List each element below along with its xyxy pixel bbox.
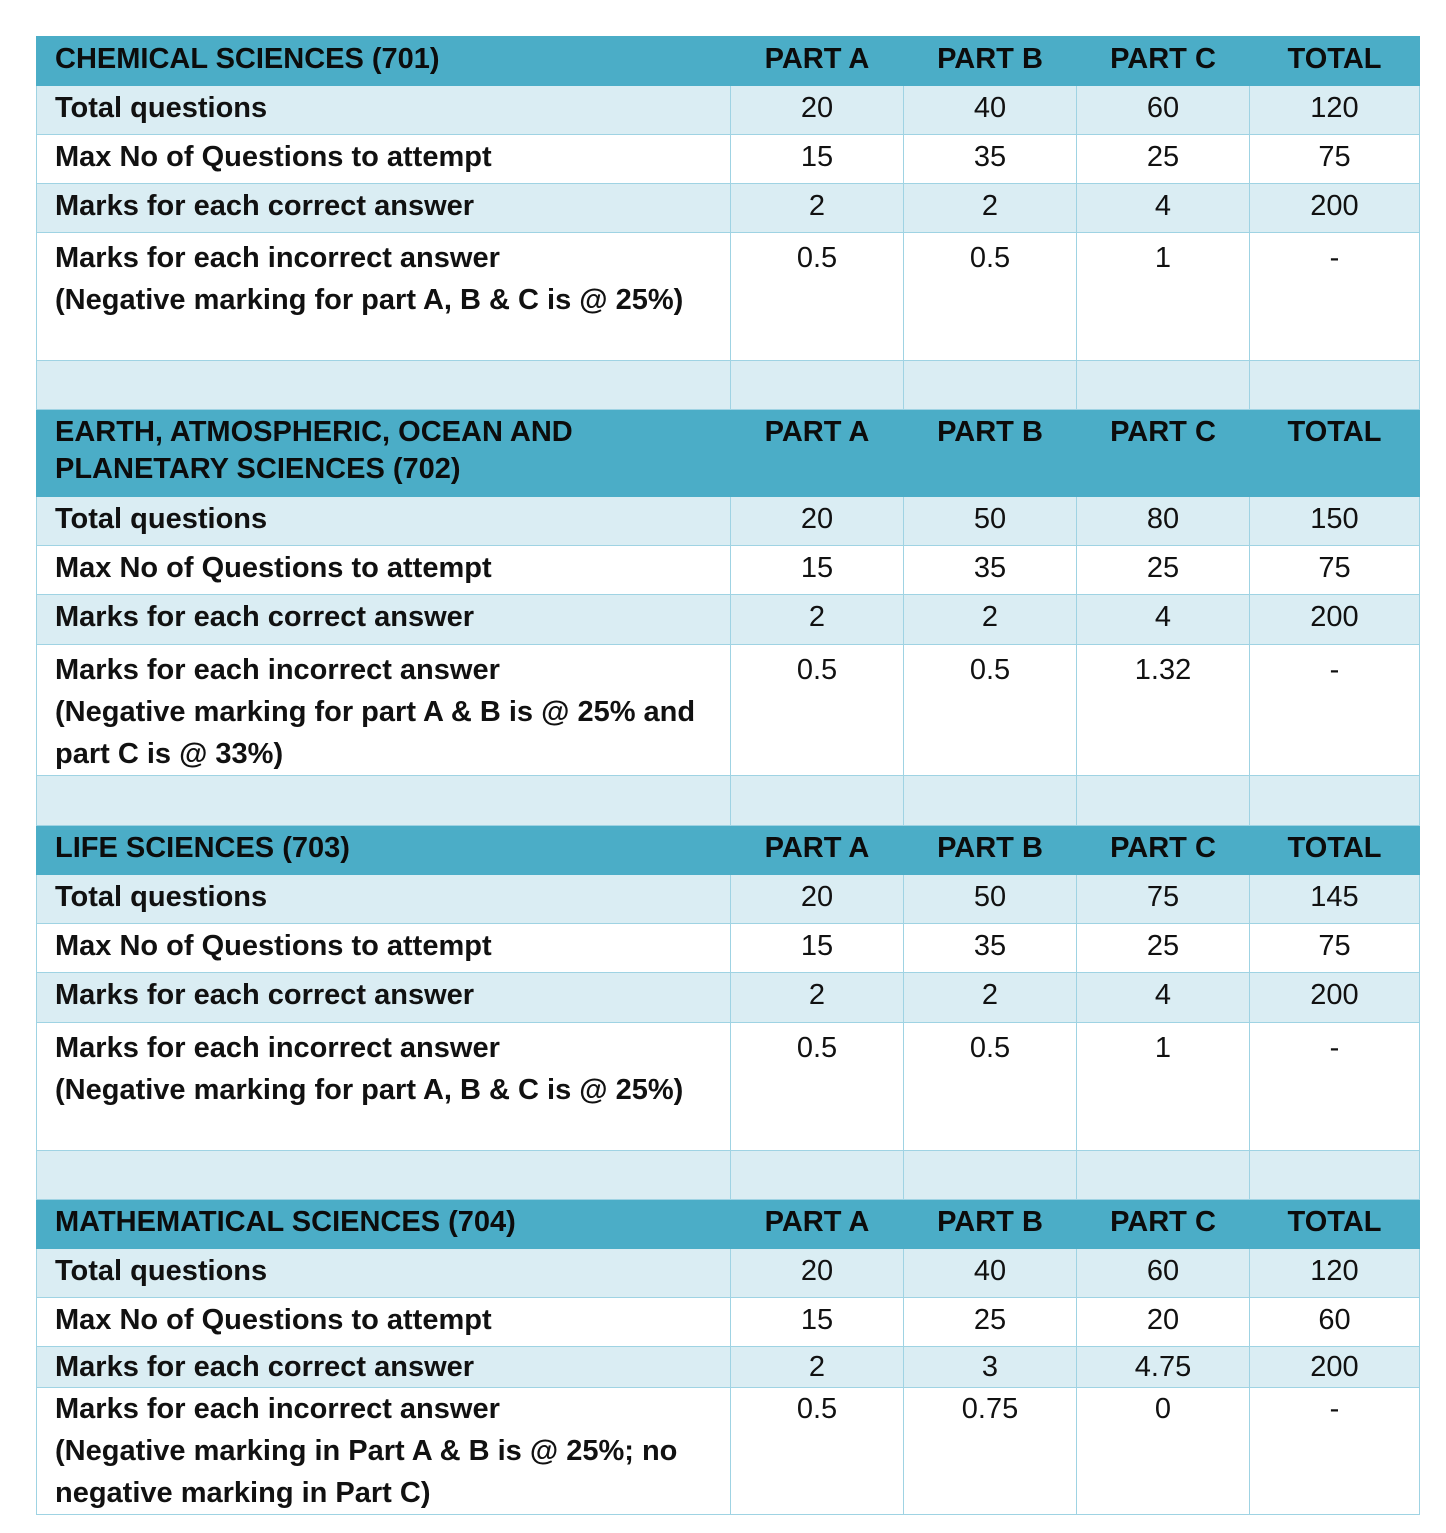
cell-part-c: 0 bbox=[1077, 1388, 1250, 1515]
header-part-b: PART B bbox=[904, 1200, 1077, 1249]
cell-part-c: 25 bbox=[1077, 924, 1250, 973]
cell-part-a: 20 bbox=[731, 1249, 904, 1298]
section-header bbox=[37, 1200, 1420, 1249]
row-label: Marks for each correct answer bbox=[37, 1347, 731, 1388]
cell-part-b: 0.75 bbox=[904, 1388, 1077, 1515]
header-total: TOTAL bbox=[1250, 410, 1420, 497]
section-title: LIFE SCIENCES (703) bbox=[37, 826, 731, 875]
cell-total: 75 bbox=[1250, 546, 1420, 595]
table-row bbox=[37, 497, 1420, 546]
cell-total: 75 bbox=[1250, 135, 1420, 184]
section-title: CHEMICAL SCIENCES (701) bbox=[37, 37, 731, 86]
cell-part-c: 4 bbox=[1077, 595, 1250, 645]
section-header bbox=[37, 37, 1420, 86]
cell-part-b: 35 bbox=[904, 924, 1077, 973]
table-row bbox=[37, 924, 1420, 973]
cell-part-a: 20 bbox=[731, 86, 904, 135]
cell-part-b: 0.5 bbox=[904, 233, 1077, 361]
cell-part-a: 2 bbox=[731, 1347, 904, 1388]
table-row bbox=[37, 86, 1420, 135]
header-part-b: PART B bbox=[904, 410, 1077, 497]
cell-part-c: 4.75 bbox=[1077, 1347, 1250, 1388]
header-part-b: PART B bbox=[904, 37, 1077, 86]
table-row bbox=[37, 135, 1420, 184]
cell-part-c: 4 bbox=[1077, 973, 1250, 1023]
row-label-main: Marks for each incorrect answer bbox=[55, 1032, 500, 1064]
row-label: Max No of Questions to attempt bbox=[37, 924, 731, 973]
cell-total: - bbox=[1250, 233, 1420, 361]
cell-total: 200 bbox=[1250, 184, 1420, 233]
cell-part-a: 0.5 bbox=[731, 645, 904, 776]
cell-part-b: 0.5 bbox=[904, 645, 1077, 776]
cell-part-b: 40 bbox=[904, 86, 1077, 135]
cell-total: 60 bbox=[1250, 1298, 1420, 1347]
cell-part-b: 35 bbox=[904, 546, 1077, 595]
cell-part-b: 40 bbox=[904, 1249, 1077, 1298]
header-total: TOTAL bbox=[1250, 1200, 1420, 1249]
section-title: MATHEMATICAL SCIENCES (704) bbox=[37, 1200, 731, 1249]
cell-total: 145 bbox=[1250, 875, 1420, 924]
cell-total: 120 bbox=[1250, 1249, 1420, 1298]
row-label-note: (Negative marking for part A & B is @ 25% and part C is @ 33%) bbox=[55, 696, 696, 770]
table-row bbox=[37, 1023, 1420, 1151]
cell-part-a: 2 bbox=[731, 595, 904, 645]
cell-part-a: 15 bbox=[731, 546, 904, 595]
header-total: TOTAL bbox=[1250, 37, 1420, 86]
header-part-a: PART A bbox=[731, 1200, 904, 1249]
row-label: Max No of Questions to attempt bbox=[37, 1298, 731, 1347]
row-label: Max No of Questions to attempt bbox=[37, 546, 731, 595]
section-header bbox=[37, 410, 1420, 497]
table-row bbox=[37, 595, 1420, 645]
header-part-a: PART A bbox=[731, 410, 904, 497]
cell-total: - bbox=[1250, 1023, 1420, 1151]
row-label: Marks for each correct answer bbox=[37, 184, 731, 233]
cell-total: 200 bbox=[1250, 973, 1420, 1023]
cell-part-a: 20 bbox=[731, 497, 904, 546]
section-spacer bbox=[37, 361, 1420, 410]
cell-part-b: 2 bbox=[904, 973, 1077, 1023]
cell-total: 150 bbox=[1250, 497, 1420, 546]
cell-part-a: 2 bbox=[731, 184, 904, 233]
cell-part-c: 75 bbox=[1077, 875, 1250, 924]
table-row bbox=[37, 546, 1420, 595]
row-label: Total questions bbox=[37, 86, 731, 135]
marking-scheme-table bbox=[36, 36, 1420, 1515]
cell-part-b: 35 bbox=[904, 135, 1077, 184]
row-label bbox=[37, 645, 731, 776]
table-row bbox=[37, 973, 1420, 1023]
section-spacer bbox=[37, 1151, 1420, 1200]
row-label-note: (Negative marking for part A, B & C is @ 25%) bbox=[55, 1074, 684, 1106]
cell-total: 75 bbox=[1250, 924, 1420, 973]
cell-part-a: 2 bbox=[731, 973, 904, 1023]
header-part-c: PART C bbox=[1077, 826, 1250, 875]
cell-part-b: 2 bbox=[904, 595, 1077, 645]
cell-part-c: 1.32 bbox=[1077, 645, 1250, 776]
header-total: TOTAL bbox=[1250, 826, 1420, 875]
cell-part-b: 50 bbox=[904, 497, 1077, 546]
header-part-c: PART C bbox=[1077, 37, 1250, 86]
row-label bbox=[37, 1023, 731, 1151]
table-row bbox=[37, 645, 1420, 776]
table-row bbox=[37, 1298, 1420, 1347]
row-label-main: Marks for each incorrect answer bbox=[55, 242, 500, 274]
section-title: EARTH, ATMOSPHERIC, OCEAN AND PLANETARY SCIENCES (702) bbox=[37, 410, 731, 497]
cell-part-a: 15 bbox=[731, 1298, 904, 1347]
row-label bbox=[37, 1388, 731, 1515]
cell-total: - bbox=[1250, 1388, 1420, 1515]
cell-total: 200 bbox=[1250, 1347, 1420, 1388]
table-row bbox=[37, 233, 1420, 361]
cell-part-c: 60 bbox=[1077, 86, 1250, 135]
header-part-c: PART C bbox=[1077, 1200, 1250, 1249]
cell-part-c: 1 bbox=[1077, 1023, 1250, 1151]
cell-part-a: 0.5 bbox=[731, 1023, 904, 1151]
section-spacer bbox=[37, 776, 1420, 826]
cell-total: - bbox=[1250, 645, 1420, 776]
cell-part-a: 15 bbox=[731, 924, 904, 973]
cell-part-b: 50 bbox=[904, 875, 1077, 924]
row-label-main: Marks for each incorrect answer bbox=[55, 654, 500, 686]
cell-part-c: 60 bbox=[1077, 1249, 1250, 1298]
cell-part-b: 0.5 bbox=[904, 1023, 1077, 1151]
cell-part-a: 20 bbox=[731, 875, 904, 924]
cell-part-c: 80 bbox=[1077, 497, 1250, 546]
table-row bbox=[37, 1388, 1420, 1515]
row-label-note: (Negative marking in Part A & B is @ 25%; no negative marking in Part C) bbox=[55, 1435, 678, 1509]
header-part-c: PART C bbox=[1077, 410, 1250, 497]
cell-part-a: 0.5 bbox=[731, 233, 904, 361]
cell-part-b: 2 bbox=[904, 184, 1077, 233]
cell-total: 200 bbox=[1250, 595, 1420, 645]
cell-part-a: 0.5 bbox=[731, 1388, 904, 1515]
cell-part-c: 1 bbox=[1077, 233, 1250, 361]
section-header bbox=[37, 826, 1420, 875]
header-part-a: PART A bbox=[731, 37, 904, 86]
cell-part-c: 25 bbox=[1077, 546, 1250, 595]
row-label-note: (Negative marking for part A, B & C is @ 25%) bbox=[55, 284, 684, 316]
cell-part-c: 20 bbox=[1077, 1298, 1250, 1347]
header-part-b: PART B bbox=[904, 826, 1077, 875]
row-label-main: Marks for each incorrect answer bbox=[55, 1393, 500, 1425]
row-label: Marks for each correct answer bbox=[37, 973, 731, 1023]
cell-part-c: 4 bbox=[1077, 184, 1250, 233]
cell-part-b: 3 bbox=[904, 1347, 1077, 1388]
row-label: Total questions bbox=[37, 497, 731, 546]
row-label: Total questions bbox=[37, 1249, 731, 1298]
row-label: Total questions bbox=[37, 875, 731, 924]
row-label bbox=[37, 233, 731, 361]
row-label: Max No of Questions to attempt bbox=[37, 135, 731, 184]
cell-part-c: 25 bbox=[1077, 135, 1250, 184]
cell-part-b: 25 bbox=[904, 1298, 1077, 1347]
cell-total: 120 bbox=[1250, 86, 1420, 135]
cell-part-a: 15 bbox=[731, 135, 904, 184]
table-row bbox=[37, 1347, 1420, 1388]
table-row bbox=[37, 875, 1420, 924]
table-row bbox=[37, 184, 1420, 233]
row-label: Marks for each correct answer bbox=[37, 595, 731, 645]
table-row bbox=[37, 1249, 1420, 1298]
header-part-a: PART A bbox=[731, 826, 904, 875]
